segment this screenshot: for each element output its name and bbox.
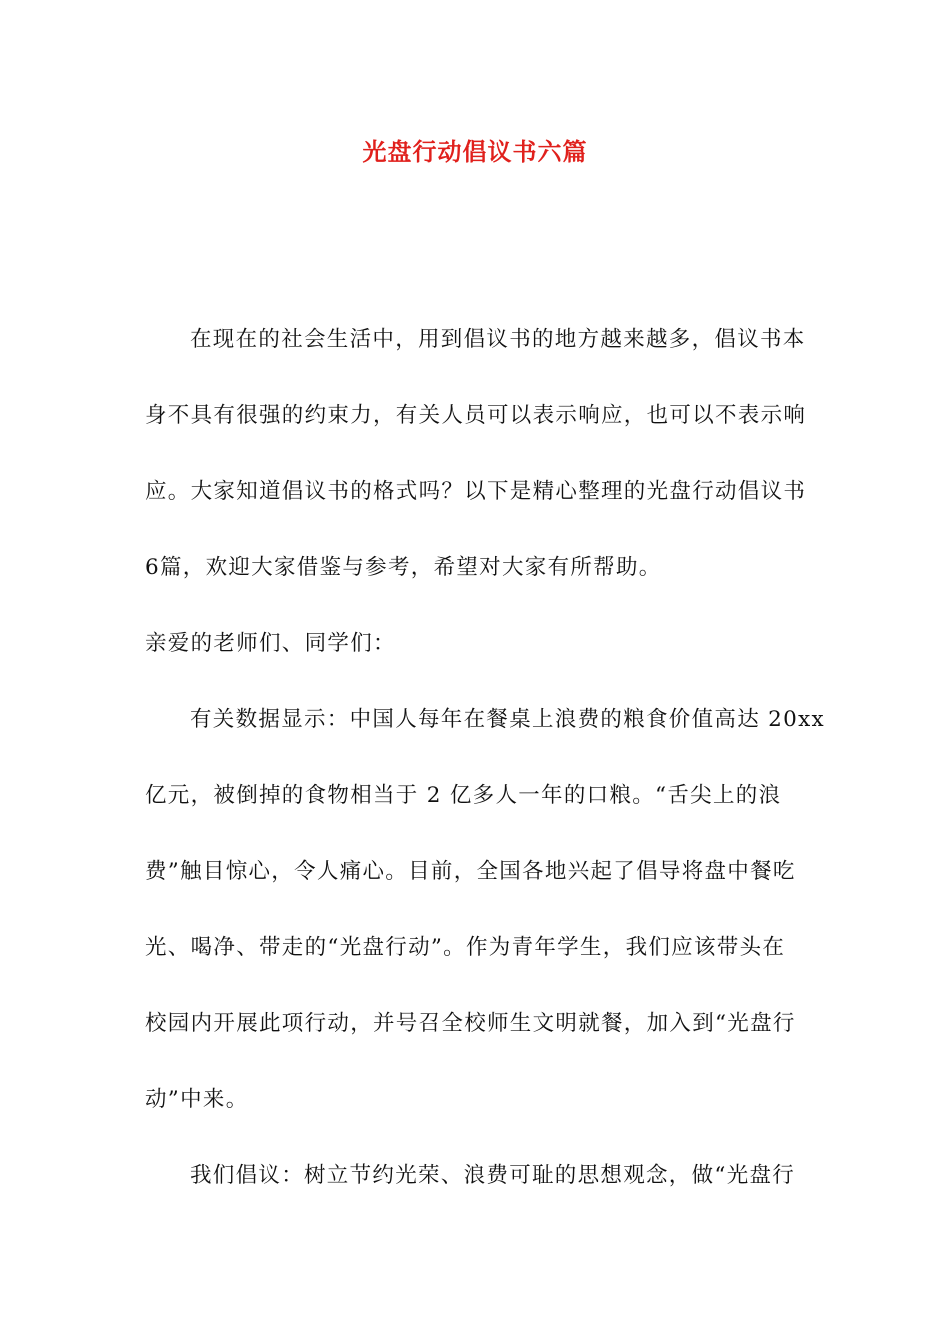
paragraph-line: 在现在的社会生活中，用到倡议书的地方越来越多，倡议书本 — [190, 327, 806, 352]
paragraph-line: 应。大家知道倡议书的格式吗？以下是精心整理的光盘行动倡议书 — [145, 479, 807, 504]
paragraph-line: 6篇，欢迎大家借鉴与参考，希望对大家有所帮助。 — [145, 555, 662, 580]
document-title: 光盘行动倡议书六篇 — [362, 137, 588, 166]
paragraph-line: 光、喝净、带走的“光盘行动”。作为青年学生，我们应该带头在 — [145, 935, 786, 960]
paragraph-line: 亿元，被倒掉的食物相当于 2 亿多人一年的口粮。“舌尖上的浪 — [145, 783, 782, 808]
paragraph-line: 我们倡议：树立节约光荣、浪费可耻的思想观念，做“光盘行 — [190, 1163, 796, 1188]
paragraph-line: 身不具有很强的约束力，有关人员可以表示响应，也可以不表示响 — [145, 403, 807, 428]
paragraph-line: 动”中来。 — [145, 1087, 249, 1112]
paragraph-line: 费”触目惊心，令人痛心。目前，全国各地兴起了倡导将盘中餐吃 — [145, 859, 796, 884]
paragraph-line: 校园内开展此项行动，并号召全校师生文明就餐，加入到“光盘行 — [145, 1011, 796, 1036]
salutation-line: 亲爱的老师们、同学们： — [145, 631, 396, 656]
paragraph-line: 有关数据显示：中国人每年在餐桌上浪费的粮食价值高达 20xx — [190, 707, 825, 732]
